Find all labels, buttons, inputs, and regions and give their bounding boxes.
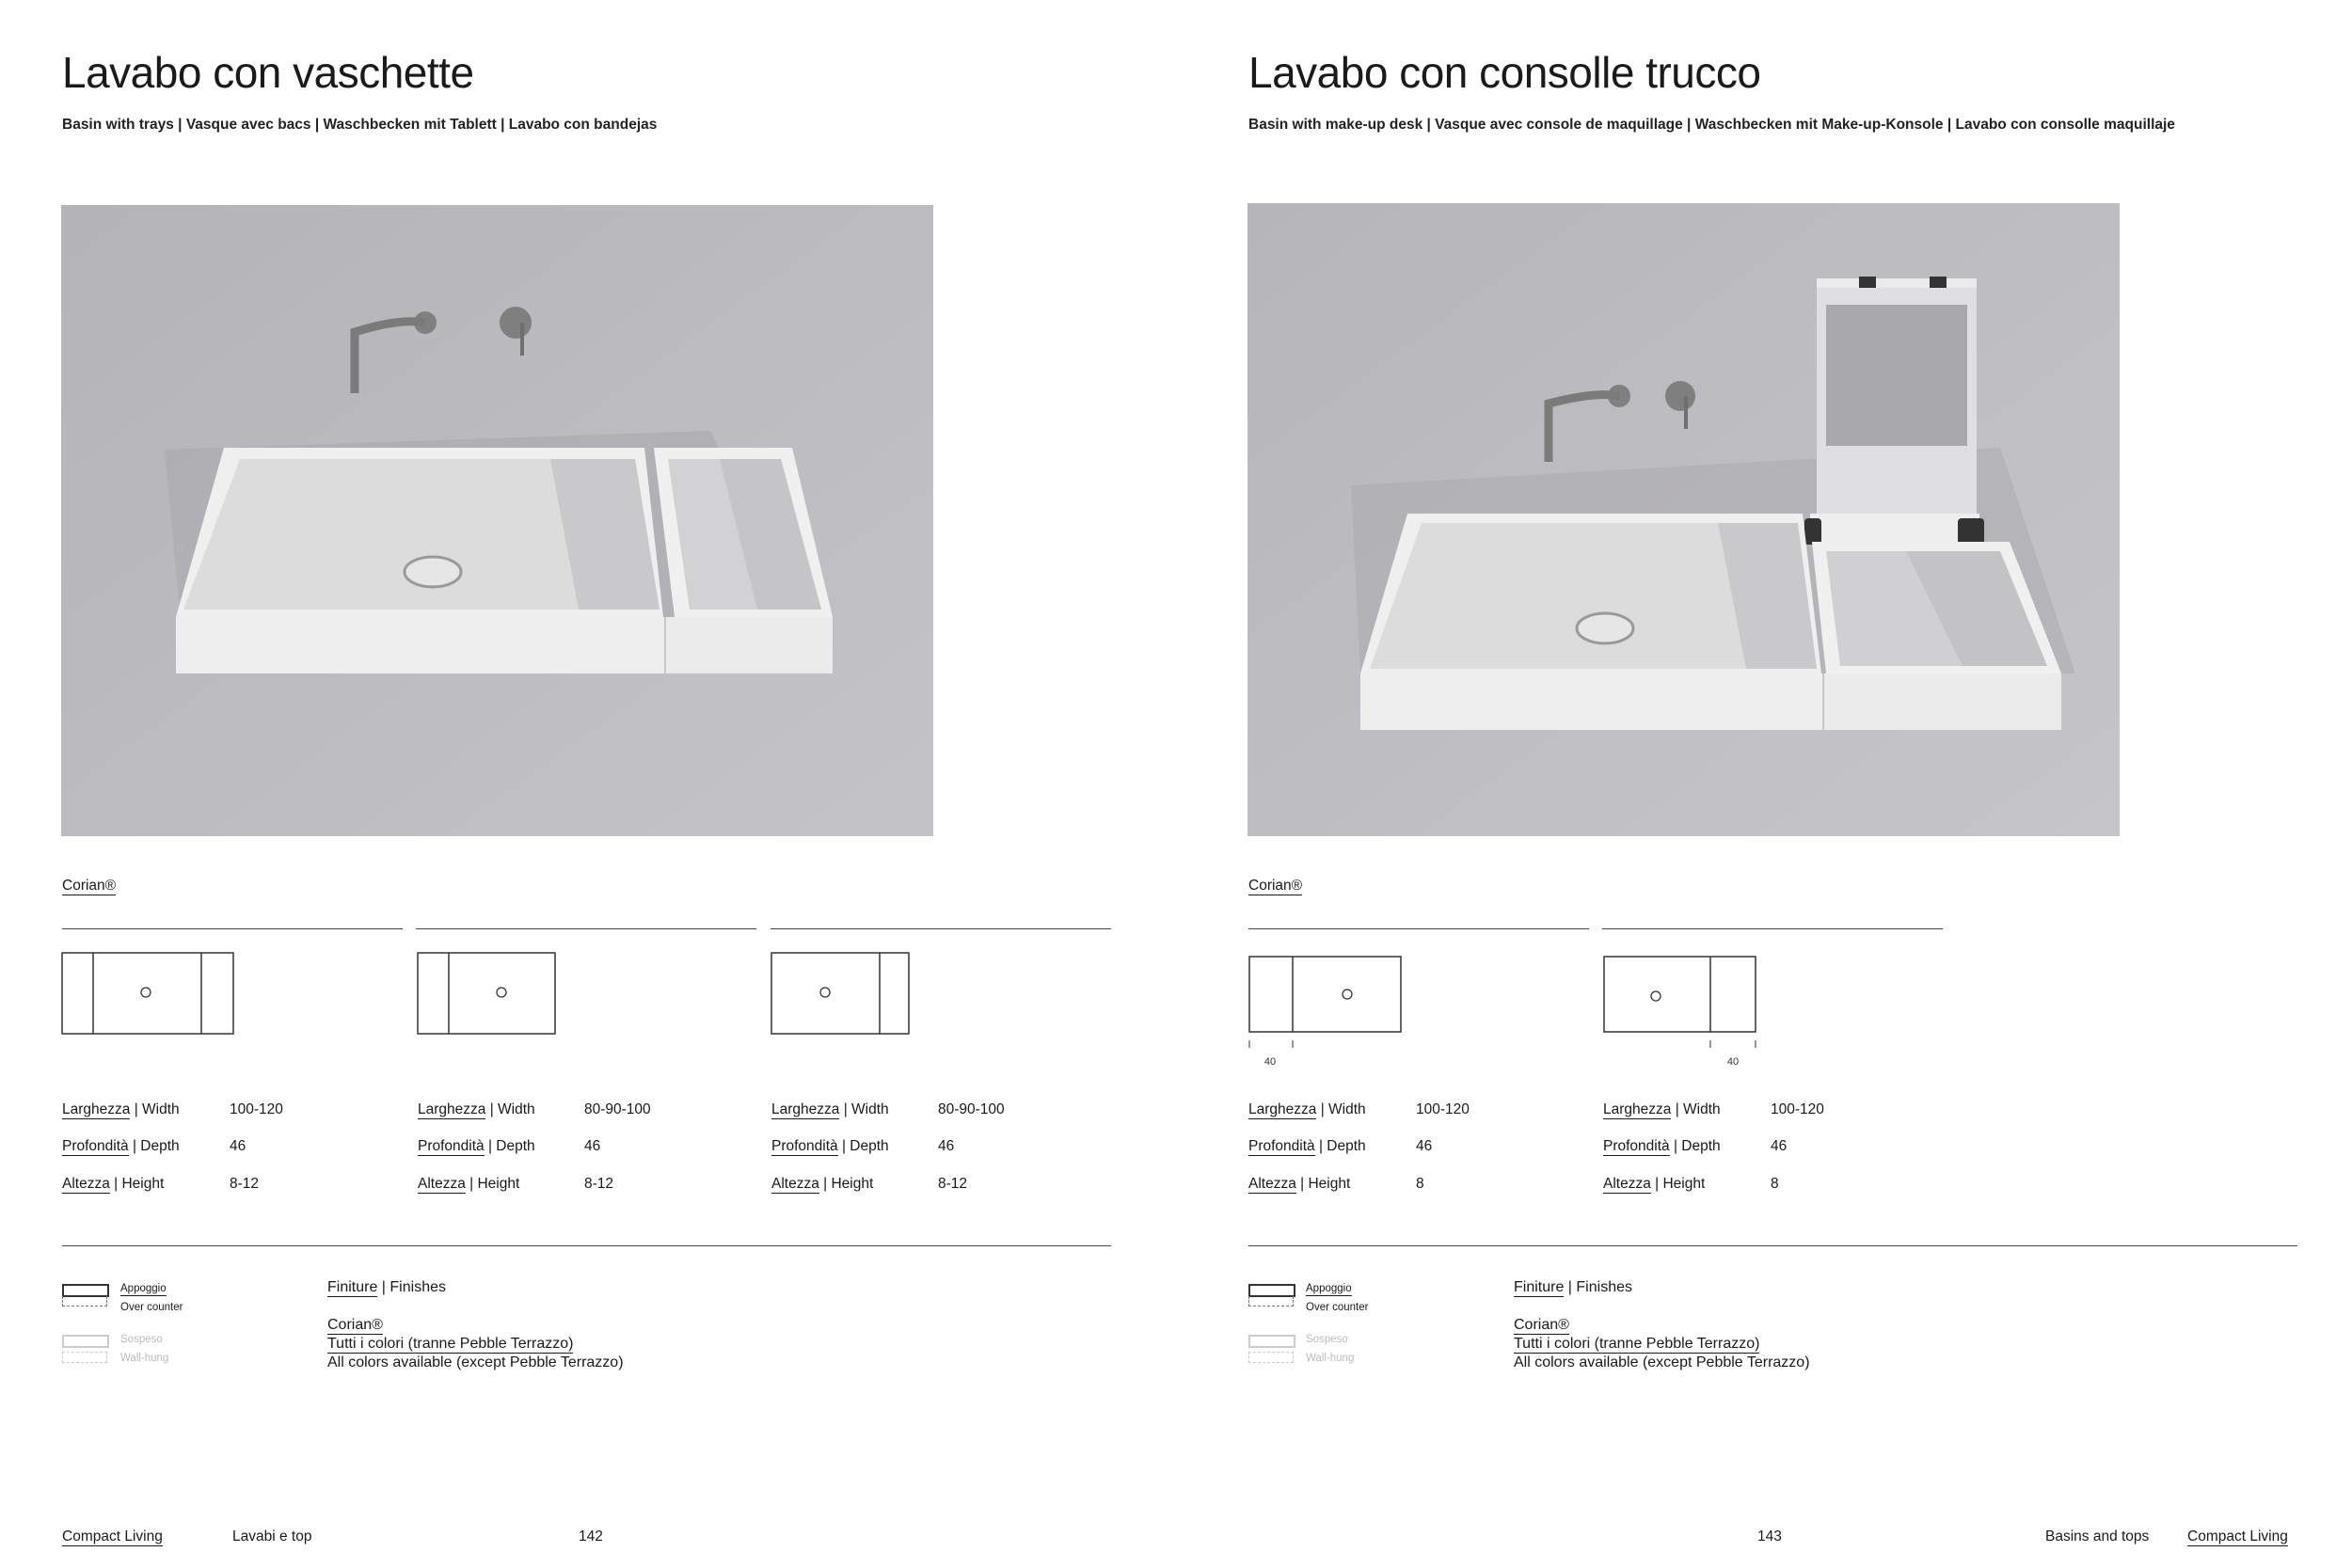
- page-subtitle: Basin with trays | Vasque avec bacs | Waschbecken mit Tablett | Lavabo con bandejas: [62, 117, 658, 133]
- over-counter-icon: [62, 1284, 109, 1297]
- spec-height-value: 8-12: [230, 1176, 260, 1192]
- wall-hung-base-icon: [1248, 1352, 1294, 1363]
- spec-depth-value: 46: [1416, 1138, 1433, 1154]
- plan-diagram-console-left: [1248, 954, 1405, 1069]
- page-title: Lavabo con consolle trucco: [1248, 48, 1761, 97]
- dimension-label: 40: [1726, 1056, 1740, 1068]
- legend-over-counter: Over counter: [1306, 1302, 1369, 1313]
- over-counter-icon: [1248, 1284, 1295, 1297]
- spec-depth: Profondità | Depth: [1603, 1138, 1721, 1154]
- spec-width: Larghezza | Width: [771, 1101, 889, 1117]
- wall-hung-base-icon: [62, 1352, 107, 1363]
- page-title: Lavabo con vaschette: [62, 48, 474, 97]
- finishes-material: Corian®: [1514, 1317, 1569, 1333]
- dimension-label: 40: [1263, 1056, 1277, 1068]
- spec-depth-value: 46: [1771, 1138, 1788, 1154]
- legend-sospeso: Sospeso: [120, 1334, 163, 1345]
- section-rule: [62, 1245, 1111, 1246]
- finishes-material: Corian®: [327, 1317, 383, 1333]
- finishes-line-en: All colors available (except Pebble Terrazzo): [327, 1354, 624, 1370]
- spec-width-value: 100-120: [1416, 1101, 1470, 1117]
- column-rule: [771, 928, 1111, 929]
- spec-depth: Profondità | Depth: [418, 1138, 535, 1154]
- finishes-line-en: All colors available (except Pebble Terrazzo): [1514, 1354, 1810, 1370]
- legend-over-counter: Over counter: [120, 1302, 183, 1313]
- page-number: 142: [579, 1528, 603, 1544]
- spec-width-value: 80-90-100: [584, 1101, 651, 1117]
- spec-width-value: 80-90-100: [938, 1101, 1005, 1117]
- plan-diagram-console-right: [1602, 954, 1759, 1069]
- spec-height-value: 8: [1771, 1176, 1779, 1192]
- wall-hung-icon: [62, 1335, 109, 1348]
- material-label: Corian®: [62, 878, 117, 894]
- over-counter-base-icon: [1248, 1296, 1294, 1307]
- footer-section: Lavabi e top: [232, 1528, 312, 1544]
- product-photo-basin-with-makeup-desk: [1248, 203, 2120, 836]
- spec-width-value: 100-120: [1771, 1101, 1824, 1117]
- spec-height: Altezza | Height: [1603, 1176, 1706, 1192]
- footer-brand-link: Compact Living: [62, 1528, 163, 1544]
- over-counter-base-icon: [62, 1296, 107, 1307]
- page-number: 143: [1757, 1528, 1782, 1544]
- spec-width: Larghezza | Width: [418, 1101, 535, 1117]
- footer-brand-link: Compact Living: [2187, 1528, 2288, 1544]
- spec-width-value: 100-120: [230, 1101, 283, 1117]
- finishes-line-it: Tutti i colori (tranne Pebble Terrazzo): [327, 1336, 574, 1352]
- legend-sospeso: Sospeso: [1306, 1334, 1348, 1345]
- spec-height-value: 8-12: [584, 1176, 614, 1192]
- column-rule: [1248, 928, 1589, 929]
- plan-diagram-tray-left: [416, 950, 559, 1037]
- spec-depth-value: 46: [938, 1138, 955, 1154]
- spec-width: Larghezza | Width: [62, 1101, 180, 1117]
- spec-depth: Profondità | Depth: [62, 1138, 180, 1154]
- finishes-heading: Finiture | Finishes: [1514, 1279, 1632, 1295]
- legend-wall-hung: Wall-hung: [1306, 1353, 1355, 1364]
- column-rule: [62, 928, 403, 929]
- legend-wall-hung: Wall-hung: [120, 1353, 169, 1364]
- column-rule: [416, 928, 756, 929]
- spec-depth-value: 46: [584, 1138, 601, 1154]
- plan-diagram-trays-both-sides: [60, 950, 239, 1037]
- product-photo-basin-with-trays: [61, 205, 933, 836]
- material-label: Corian®: [1248, 878, 1303, 894]
- spec-depth-value: 46: [230, 1138, 246, 1154]
- spec-depth: Profondità | Depth: [1248, 1138, 1366, 1154]
- wall-hung-icon: [1248, 1335, 1295, 1348]
- spec-height-value: 8-12: [938, 1176, 968, 1192]
- spec-height-value: 8: [1416, 1176, 1424, 1192]
- page-subtitle: Basin with make-up desk | Vasque avec console de maquillage | Waschbecken mit Make-up-Konsole | Lavabo con consolle maquillaje: [1248, 117, 2175, 133]
- spec-height: Altezza | Height: [1248, 1176, 1351, 1192]
- spec-depth: Profondità | Depth: [771, 1138, 889, 1154]
- spec-height: Altezza | Height: [418, 1176, 520, 1192]
- legend-appoggio: Appoggio: [1306, 1283, 1352, 1294]
- plan-diagram-tray-right: [770, 950, 913, 1037]
- spec-height: Altezza | Height: [62, 1176, 165, 1192]
- footer-section: Basins and tops: [2045, 1528, 2150, 1544]
- spec-width: Larghezza | Width: [1603, 1101, 1721, 1117]
- finishes-heading: Finiture | Finishes: [327, 1279, 446, 1295]
- column-rule: [1602, 928, 1943, 929]
- finishes-line-it: Tutti i colori (tranne Pebble Terrazzo): [1514, 1336, 1760, 1352]
- legend-appoggio: Appoggio: [120, 1283, 167, 1294]
- spec-height: Altezza | Height: [771, 1176, 874, 1192]
- section-rule: [1248, 1245, 2297, 1246]
- spec-width: Larghezza | Width: [1248, 1101, 1366, 1117]
